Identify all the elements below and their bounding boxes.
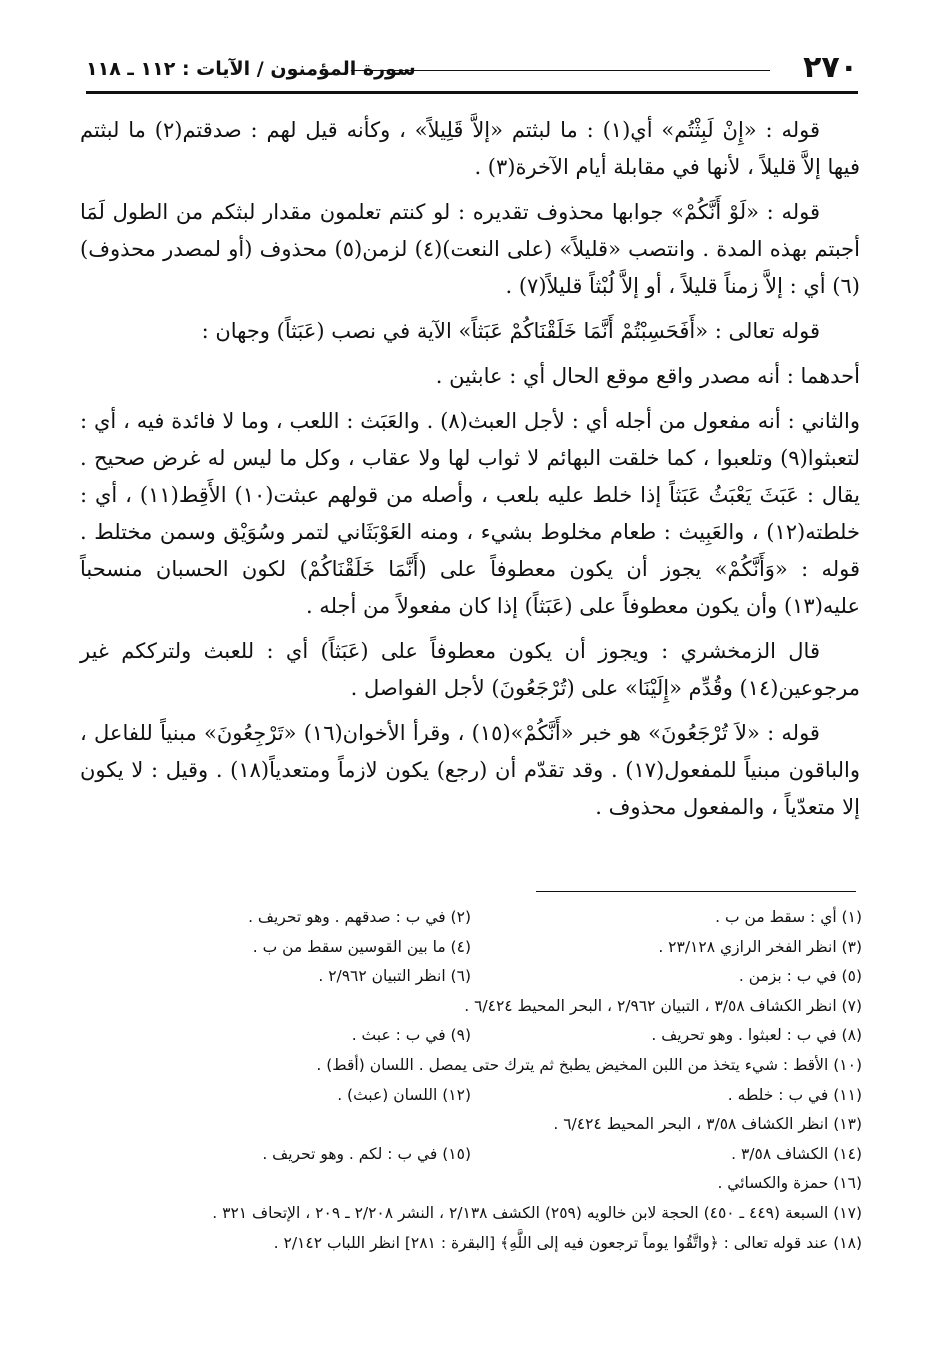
page-header [86, 50, 858, 90]
footnote: (١٢) اللسان (عبث) . [337, 1085, 471, 1104]
footnote-row [80, 1199, 862, 1229]
footnote: (١١) في ب : خلطه . [727, 1085, 862, 1104]
footnotes [80, 903, 862, 1258]
paragraph-7: قوله : «لاَ تُرْجَعُونَ» هو خبر «أَنَّكُمْ»(١٥) ، وقرأ الأخوان(١٦) «تَرْجِعُونَ» مبنياً للفاعل ، والباقون مبنياً للمفعول(١٧) . وقد تقدّم أن (رجع) يكون لازماً ومتعدياً(١٨) . وقيل : لا يكون إلا متعدّياً ، والمفعول محذوف . [80, 721, 861, 819]
paragraph-6: قال الزمخشري : ويجوز أن يكون معطوفاً على (عَبَثاً) أي : للعبث ولترككم غير مرجوعين(١٤) وقُدِّم «إِلَيْنَا» على (تُرْجَعُونَ) لأجل الفواصل . [80, 639, 860, 700]
footnote-row [80, 1021, 862, 1051]
paragraph-1: قوله : «إِنْ لَبِثْتُم» أي(١) : ما لبثتم «إلاَّ قَلِيلاً» ، وكأنه قيل لهم : صدقتم(٢) ما لبثتم فيها إلاَّ قليلاً ، لأنها في مقابلة أيام الآخرة(٣) . [80, 118, 860, 179]
paragraph-4: أحدهما : أنه مصدر واقع موقع الحال أي : عابثين . [435, 364, 860, 388]
paragraph-3: قوله تعالى : «أَفَحَسِبْتُمْ أَنَّمَا خَلَقْنَاكُمْ عَبَثاً» الآية في نصب (عَبَثاً) وجهان : [201, 319, 820, 343]
footnote-divider [536, 891, 856, 892]
footnote: (١٠) الأقط : شيء يتخذ من اللبن المخيض يطبخ ثم يترك حتى يمصل . اللسان (أقط) . [316, 1055, 862, 1074]
footnote: (١٨) عند قوله تعالى : ﴿واتَّقُوا يوماً ترجعون فيه إلى اللَّهِ﴾ [البقرة : ٢٨١] انظر اللباب ٢/١٤٢ . [273, 1233, 862, 1252]
page-number: ٢٧٠ [803, 50, 858, 85]
footnote-row [80, 1110, 862, 1140]
footnote: (٣) انظر الفخر الرازي ٢٣/١٢٨ . [658, 937, 862, 956]
footnote: (١٦) حمزة والكسائي . [717, 1174, 862, 1193]
footnote: (٩) في ب : عبث . [351, 1026, 471, 1045]
footnote-row [80, 903, 862, 933]
footnote: (٨) في ب : لعبثوا . وهو تحريف . [651, 1026, 862, 1045]
footnote-row [80, 933, 862, 963]
header-divider [86, 91, 858, 94]
footnote-row [80, 1140, 862, 1170]
paragraph-5: والثاني : أنه مفعول من أجله أي : لأجل العبث(٨) . والعَبَث : اللعب ، وما لا فائدة فيه ، أي : لتعبثوا(٩) وتلعبوا ، كما خلقت البهائم لا ثواب لها ولا عقاب ، وكل ما ليس له غرض صحيح . يقال : عَبَثَ يَعْبَثُ عَبَثاً إذا خلط عليه بلعب ، وأصله من قولهم عبثت(١٠) الأَقِط(١١) ، أي : خلطته(١٢) ، والعَبِيث : طعام مخلوط بشيء ، ومنه العَوْبَثَاني لتمر وسُوَيْق وسمن مختلط . قوله : «وَأَنَّكُمْ» يجوز أن يكون معطوفاً على (أَنَّمَا خَلَقْنَاكُمْ) لكون الحسبان منسحباً عليه(١٣) وأن يكون معطوفاً على (عَبَثاً) إذا كان مفعولاً من أجله . [80, 409, 860, 618]
footnote-row [80, 1169, 862, 1199]
footnote: (٥) في ب : بزمن . [738, 967, 862, 986]
footnote: (٦) انظر التبيان ٢/٩٦٢ . [318, 967, 471, 986]
footnote: (١٧) السبعة (٤٤٩ ـ ٤٥٠) الحجة لابن خالويه (٢٥٩) الكشف ٢/١٣٨ ، النشر ٢/٢٠٨ ـ ٢٠٩ ، الإتحاف ٣٢١ . [212, 1203, 862, 1222]
footnote: (١٣) انظر الكشاف ٣/٥٨ ، البحر المحيط ٦/٤٢٤ . [553, 1115, 862, 1134]
footnote-row [80, 1081, 862, 1111]
footnote: (١٥) في ب : لكم . وهو تحريف . [262, 1144, 471, 1163]
footnote-row [80, 1229, 862, 1259]
footnote: (٢) في ب : صدقهم . وهو تحريف . [248, 908, 471, 926]
running-title: سورة المؤمنون / الآيات : ١١٢ ـ ١١٨ [86, 58, 416, 80]
paragraph-2: قوله : «لَوْ أَنَّكُمْ» جوابها محذوف تقديره : لو كنتم تعلمون مقدار لبثكم من الطول لَمَا أجبتم بهذه المدة . وانتصب «قليلاً» (على النعت)(٤) لزمن(٥) محذوف (أو لمصدر محذوف)(٦) أي : إلاَّ زمناً قليلاً ، أو إلاَّ لُبْثاً قليلاً(٧) . [80, 200, 861, 298]
footnote-row [80, 962, 862, 992]
footnote: (٤) ما بين القوسين سقط من ب . [252, 937, 471, 956]
footnote: (٧) انظر الكشاف ٣/٥٨ ، التبيان ٢/٩٦٢ ، البحر المحيط ٦/٤٢٤ . [464, 996, 862, 1015]
footnote-row [80, 992, 862, 1022]
main-text [80, 112, 860, 826]
footnote-row [80, 1051, 862, 1081]
footnote: (١) أي : سقط من ب . [715, 908, 862, 926]
footnote: (١٤) الكشاف ٣/٥٨ . [731, 1144, 862, 1163]
